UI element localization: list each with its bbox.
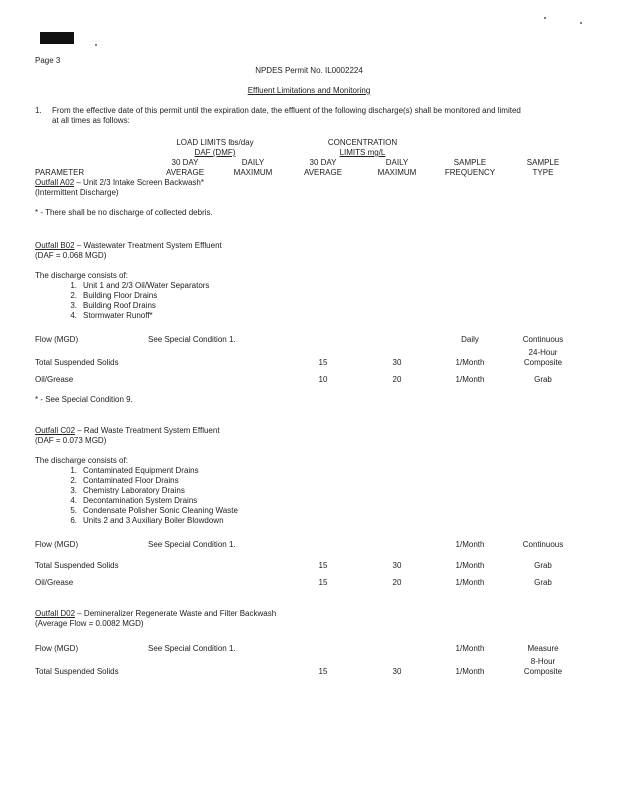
conc-avg-header-2: AVERAGE <box>303 168 343 177</box>
table-row-freq: 1/Month <box>455 540 485 549</box>
table-row-freq: 1/Month <box>455 375 485 384</box>
table-row-load: See Special Condition 1. <box>148 540 236 549</box>
load-avg-header-1: 30 DAY <box>171 158 199 167</box>
table-row-type: Measure <box>527 644 559 653</box>
intro-line-1: From the effective date of this permit until the expiration date, the effluent of the following discharge(s) shall be monitored and limited <box>52 106 521 115</box>
outfall-b02-note: * - See Special Condition 9. <box>35 395 133 404</box>
page-number: Page 3 <box>35 56 61 65</box>
conc-avg-header-1: 30 DAY <box>309 158 337 167</box>
outfall-c02-consists: The discharge consists of: <box>35 456 128 465</box>
section-title: Effluent Limitations and Monitoring <box>247 86 371 95</box>
outfall-c02-title <box>35 426 220 436</box>
table-row-cmax: 30 <box>392 358 402 367</box>
outfall-b02-label: Outfall B02 <box>35 241 75 250</box>
table-row-param: Flow (MGD) <box>35 335 79 344</box>
table-row-load: See Special Condition 1. <box>148 644 236 653</box>
table-row-type: Composite <box>523 358 563 367</box>
outfall-d02-title <box>35 609 276 619</box>
conc-max-header-1: DAILY <box>385 158 409 167</box>
table-row-param: Oil/Grease <box>35 578 74 587</box>
limits-mgl-header: LIMITS mg/L <box>339 148 386 157</box>
intro-line-2: at all times as follows: <box>52 116 130 125</box>
table-row-freq: Daily <box>461 335 479 344</box>
table-row-param: Total Suspended Solids <box>35 667 119 676</box>
list-item: 3. Chemistry Laboratory Drains <box>70 486 185 495</box>
table-row-param: Total Suspended Solids <box>35 561 119 570</box>
outfall-d02-desc: – Demineralizer Regenerate Waste and Filter Backwash <box>75 609 277 618</box>
load-max-header-2: MAXIMUM <box>233 168 273 177</box>
table-row-freq: 1/Month <box>455 578 485 587</box>
list-item: 2. Contaminated Floor Drains <box>70 476 179 485</box>
outfall-b02-subtitle: (DAF = 0.068 MGD) <box>35 251 107 260</box>
table-row-type: Continuous <box>522 335 564 344</box>
outfall-b02-desc: – Wastewater Treatment System Effluent <box>74 241 222 250</box>
table-row-freq: 1/Month <box>455 644 485 653</box>
outfall-c02-desc: – Rad Waste Treatment System Effluent <box>75 426 220 435</box>
table-row-c30: 15 <box>318 578 328 587</box>
scan-speck <box>95 44 97 46</box>
table-row-cmax: 30 <box>392 561 402 570</box>
load-limits-header: LOAD LIMITS lbs/day <box>176 138 254 147</box>
outfall-a02-label: Outfall A02 <box>35 178 75 187</box>
daf-dmf-header: DAF (DMF) <box>194 148 236 157</box>
redaction-block <box>40 32 74 44</box>
table-row-type: Composite <box>523 667 563 676</box>
list-item: 2. Building Floor Drains <box>70 291 158 300</box>
table-row-param: Total Suspended Solids <box>35 358 119 367</box>
scan-speck <box>580 22 582 24</box>
outfall-a02-subtitle: (Intermittent Discharge) <box>35 188 119 197</box>
outfall-a02-desc: – Unit 2/3 Intake Screen Backwash* <box>74 178 204 187</box>
table-row-param: Flow (MGD) <box>35 540 79 549</box>
table-row-c30: 15 <box>318 667 328 676</box>
table-row-cmax: 20 <box>392 375 402 384</box>
list-item: 3. Building Roof Drains <box>70 301 156 310</box>
outfall-c02-subtitle: (DAF = 0.073 MGD) <box>35 436 107 445</box>
list-item: 4. Decontamination System Drains <box>70 496 198 505</box>
table-row-param: Oil/Grease <box>35 375 74 384</box>
list-item: 5. Condensate Polisher Sonic Cleaning Waste <box>70 506 238 515</box>
permit-title: NPDES Permit No. IL0002224 <box>255 66 363 75</box>
outfall-d02-subtitle: (Average Flow = 0.0082 MGD) <box>35 619 144 628</box>
table-row-freq: 1/Month <box>455 561 485 570</box>
table-row-type: Continuous <box>522 540 564 549</box>
freq-header-1: SAMPLE <box>453 158 487 167</box>
table-row-cmax: 30 <box>392 667 402 676</box>
outfall-a02-title <box>35 178 204 188</box>
type-header-1: SAMPLE <box>526 158 560 167</box>
outfall-b02-title <box>35 241 222 251</box>
conc-max-header-2: MAXIMUM <box>377 168 417 177</box>
table-row-c30: 10 <box>318 375 328 384</box>
list-item: 4. Stormwater Runoff* <box>70 311 153 320</box>
table-row-type: Grab <box>534 561 552 570</box>
type-header-2: TYPE <box>532 168 554 177</box>
outfall-d02-label: Outfall D02 <box>35 609 76 618</box>
list-item: 1. Contaminated Equipment Drains <box>70 466 199 475</box>
load-avg-header-2: AVERAGE <box>165 168 205 177</box>
outfall-c02-label: Outfall C02 <box>35 426 76 435</box>
table-row-freq: 1/Month <box>455 667 485 676</box>
table-row-freq: 1/Month <box>455 358 485 367</box>
concentration-header: CONCENTRATION <box>327 138 398 147</box>
freq-header-2: FREQUENCY <box>444 168 496 177</box>
outfall-a02-note: * - There shall be no discharge of collected debris. <box>35 208 213 217</box>
list-item: 1. Unit 1 and 2/3 Oil/Water Separators <box>70 281 210 290</box>
table-row-type: Grab <box>534 578 552 587</box>
list-item: 6. Units 2 and 3 Auxiliary Boiler Blowdown <box>70 516 224 525</box>
scan-speck <box>544 17 546 19</box>
table-row-c30: 15 <box>318 358 328 367</box>
table-row-param: Flow (MGD) <box>35 644 79 653</box>
load-max-header-1: DAILY <box>241 158 265 167</box>
intro-number: 1. <box>35 106 42 115</box>
parameter-header: PARAMETER <box>35 168 85 177</box>
table-row-type: Grab <box>534 375 552 384</box>
outfall-b02-consists: The discharge consists of: <box>35 271 128 280</box>
table-row-type-qualifier: 8-Hour <box>530 657 556 666</box>
table-row-type-qualifier: 24-Hour <box>528 348 558 357</box>
table-row-load: See Special Condition 1. <box>148 335 236 344</box>
table-row-c30: 15 <box>318 561 328 570</box>
table-row-cmax: 20 <box>392 578 402 587</box>
